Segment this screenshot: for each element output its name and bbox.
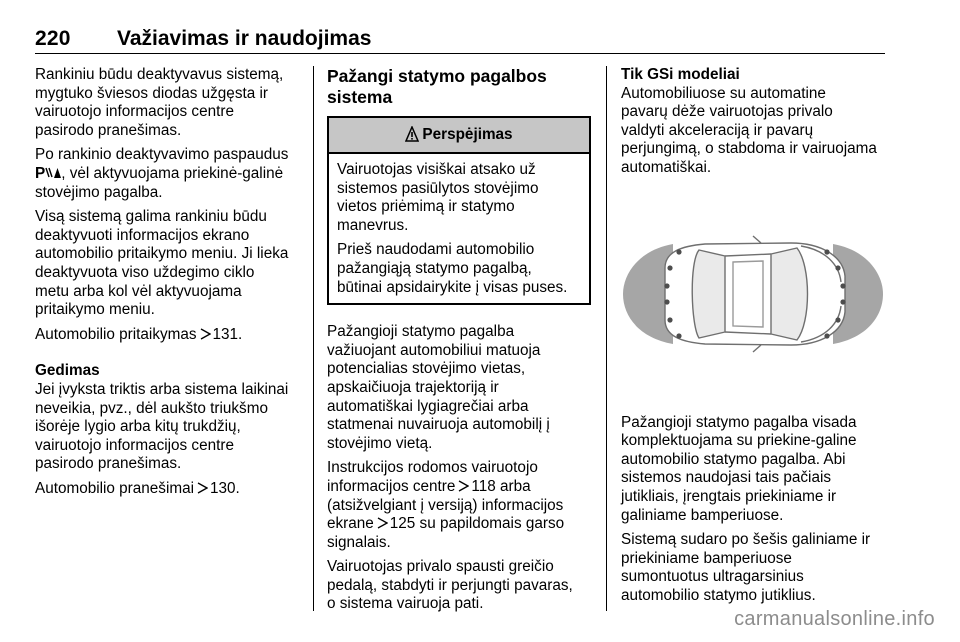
- gsi-heading: Tik GSi modeliai: [621, 66, 740, 83]
- instructions-ref-page-1[interactable]: 118 arba: [471, 477, 531, 495]
- watermark: carmanualsonline.info: [734, 608, 935, 630]
- paragraph-driver-control: Vairuotojas privalo spausti greičio pedalą, stabdyti ir perjungti pavaras, o sistema vairuoja pati.: [327, 558, 573, 613]
- instructions-text-a: Instrukcijos rodomos vairuotojo informacijos centre: [327, 459, 538, 495]
- sensor-dot: [840, 283, 845, 288]
- column-right: [621, 66, 885, 612]
- paragraph-messages-ref: [35, 480, 297, 499]
- column-middle: [327, 66, 591, 620]
- parking-assist-icon: [45, 165, 61, 182]
- paragraph-faults: Jei įvyksta triktis arba sistema laikinai neveikia, pvz., dėl aukšto triukšmo išorėje lygio arba kitų trukdžių, vairuotojo informacijos centre pasirodo pranešimas.: [35, 380, 289, 473]
- warning-body: [329, 154, 589, 303]
- warning-icon: [405, 126, 419, 147]
- sensor-dot: [667, 265, 672, 270]
- paragraph-advanced-assist: Pažangioji statymo pagalba važiuojant automobiliui matuoja potencialias stovėjimo vietas, apskaičiuoja trajektoriją ir automatiškai lygiagrečiai arba statmenai nuvairuoja automobilį į stovėjimo vietą.: [327, 323, 550, 452]
- parking-sensor-figure: [621, 186, 885, 400]
- reactivation-rest: , vėl aktyvuojama priekinė-galinė stovėjimo pagalba.: [35, 164, 284, 201]
- instructions-text-c: signalais.: [327, 533, 391, 551]
- paragraph-full-deactivation: Visą sistemą galima rankiniu būdu deaktyvuoti informacijos ekrano automobilio pritaikymo meniu. Ji lieka deaktyvuota viso uždegimo ciklo metu arba kol vėl aktyvuojama pritaikymo meniu.: [35, 208, 289, 319]
- column-divider: [606, 66, 607, 611]
- sensor-dot: [664, 299, 669, 304]
- page-title: Važiavimas ir naudojimas: [117, 27, 372, 50]
- header-divider: [35, 53, 885, 54]
- paragraph-combined-sensors: Pažangioji statymo pagalba visada komplektuojama su priekine-galine automobilio statymo pagalba. Abi sistemos naudojasi tais pačiais jutikliais, įrengtais priekiniame ir galiniame bamperiuose.: [621, 413, 857, 524]
- messages-ref-page[interactable]: 130.: [210, 479, 240, 497]
- warning-paragraph-lookaround: Prieš naudodami automobilio pažangiąją statymo pagalbą, būtinai apsidairykite į visas puses.: [337, 241, 568, 296]
- personalisation-ref-page[interactable]: 131.: [212, 325, 243, 343]
- warning-box: [327, 116, 591, 305]
- column-left: [35, 66, 297, 504]
- page-reference-arrow-icon: [197, 482, 208, 494]
- column-divider: [313, 66, 314, 611]
- page-reference-arrow-icon: [200, 328, 211, 340]
- instructions-ref-page-2[interactable]: 125 su papildomais garso: [389, 515, 565, 533]
- sensor-dot: [835, 265, 840, 270]
- warning-header: [329, 118, 589, 154]
- sensor-dot: [676, 249, 681, 254]
- paragraph-personalisation-ref: [35, 326, 297, 345]
- car-top-view-icon: [665, 236, 845, 352]
- paragraph-instructions: [327, 459, 591, 552]
- warning-title: Perspėjimas: [422, 126, 513, 143]
- sensor-dot: [824, 333, 829, 338]
- sensor-dot: [667, 317, 672, 322]
- parking-assist-symbol: P: [35, 164, 46, 182]
- sensor-dot: [835, 317, 840, 322]
- messages-ref-text: Automobilio pranešimai: [35, 479, 194, 497]
- page-reference-arrow-icon: [458, 480, 469, 492]
- page-reference-arrow-icon: [377, 517, 388, 529]
- paragraph-manual-deactivation: Rankiniu būdu deaktyvavus sistemą, mygtuko šviesos diodas užgęsta ir vairuotojo informacijos centre pasirodo pranešimas.: [35, 66, 284, 139]
- section-title: Pažangi statymo pagalbos sistema: [327, 66, 547, 107]
- paragraph-gsi: Automobiliuose su automatine pavarų dėže vairuotojas privalo valdyti akceleraciją ir pavarų perjungimą, o stabdoma ir vairuojama automatiškai.: [621, 84, 877, 176]
- sensor-dot: [824, 249, 829, 254]
- sensor-dot: [840, 299, 845, 304]
- reactivation-line1: Po rankinio deaktyvavimo paspaudus: [35, 146, 289, 164]
- faults-heading: Gedimas: [35, 362, 100, 380]
- sensor-dot: [664, 283, 669, 288]
- warning-paragraph-responsibility: Vairuotojas visiškai atsako už sistemos pasiūlytos stovėjimo vietos priėmimą ir statymo manevrus.: [337, 161, 539, 234]
- instructions-text-b: (atsižvelgiant į versiją) informacijos ekrane: [327, 496, 564, 533]
- page-number: 220: [35, 27, 71, 50]
- sensor-dot: [676, 333, 681, 338]
- paragraph-reactivation: [35, 146, 297, 202]
- personalisation-ref-text: Automobilio pritaikymas: [35, 325, 197, 343]
- paragraph-sensor-count: Sistemą sudaro po šešis galiniame ir priekiniame bamperiuose sumontuotus ultragarsinius automobilio statymo jutiklius.: [621, 531, 871, 604]
